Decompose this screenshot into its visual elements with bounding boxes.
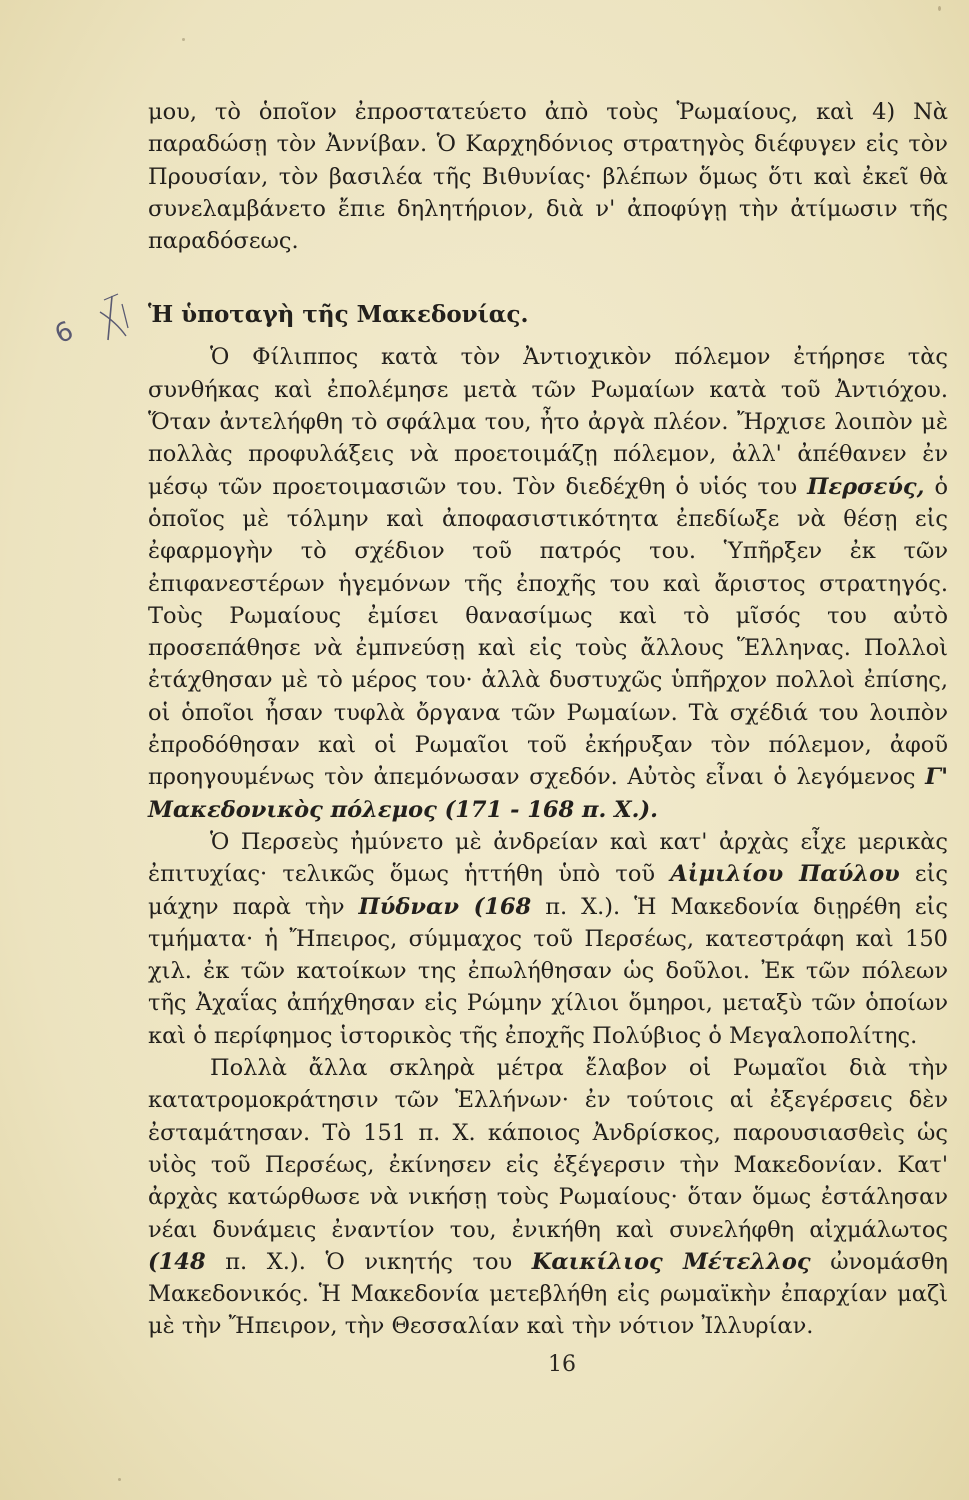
main-text bbox=[148, 96, 948, 1343]
pencil-margin-note bbox=[50, 282, 142, 366]
paragraph-1: μου, τὸ ὁποῖον ἐπροστατεύετο ἀπὸ τοὺς Ῥωμαίους, καὶ 4) Νὰ παραδώσῃ τὸν Ἀννίβαν. Ὁ Καρχηδόνιος στρατηγὸς διέφυγεν εἰς τὸν Προυσίαν, τὸν βασιλέα τῆς Βιθυνίας· βλέπων ὅμως ὅτι καὶ ἐκεῖ θὰ συνελαμβάνετο ἔπιε δηλητήριον, διὰ ν' ἀποφύγῃ τὴν ἀτίμωσιν τῆς παραδόσεως. bbox=[148, 99, 948, 255]
page-number: 16 bbox=[548, 1352, 576, 1377]
paragraph-3-text-c: π. Χ.). Ἡ Μακεδονία διῃρέθη εἰς τμήματα· ἡ Ἤπειρος, σύμμαχος τοῦ Περσέως, κατεστράφη καὶ 150 χιλ. ἐκ τῶν κατοίκων της ἐπωλήθησαν ὡς δοῦλοι. Ἐκ τῶν πόλεων τῆς Ἀχαΐας ἀπήχθησαν εἰς Ρώμην χίλιοι ὅμηροι, μεταξὺ τῶν ὁποίων καὶ ὁ περίφημος ἱστορικὸς τῆς ἐποχῆς Πολύβιος ὁ Μεγαλοπολίτης. bbox=[148, 893, 948, 1049]
third-macedonian-war: Γ' Μακεδονικὸς πόλεμος (171 - 168 π. Χ.). bbox=[148, 764, 948, 823]
paragraph-2-text-b: ὁ ὁποῖος μὲ τόλμην καὶ ἀποφασιστικότητα ἐπεδίωξε νὰ θέσῃ εἰς ἐφαρμογὴν τὸ σχέδιον τοῦ πατρός του. Ὑπῆρξεν ἐκ τῶν ἐπιφανεστέρων ἡγεμόνων τῆς ἐποχῆς του καὶ ἄριστος στρατηγός. Τοὺς Ρωμαίους ἐμίσει θανασίμως καὶ τὸ μῖσός του αὐτὸ προσεπάθησε νὰ ἐμπνεύσῃ καὶ εἰς τοὺς ἄλλους Ἕλληνας. Πολλοὶ ἐτάχθησαν μὲ τὸ μέρος του· ἀλλὰ δυστυχῶς ὑπῆρχον πολλοὶ ἐπίσης, οἱ ὁποῖοι ἦσαν τυφλὰ ὄργανα τῶν Ρωμαίων. Τὰ σχέδιά του λοιπὸν ἐπροδόθησαν καὶ οἱ Ρωμαῖοι τοῦ ἐκήρυξαν τὸν πόλεμον, ἀφοῦ προηγουμένως τὸν ἀπεμόνωσαν σχεδόν. Αὐτὸς εἶναι ὁ λεγόμενος bbox=[148, 473, 948, 791]
paragraph-4-text-c: ὠνομάσθη Μακεδονικός. Ἡ Μακεδονία μετεβλήθη εἰς ρωμαϊκὴν ἐπαρχίαν μαζὶ μὲ τὴν Ἤπειρον, τὴν Θεσσαλίαν καὶ τὴν νότιον Ἰλλυρίαν. bbox=[148, 1248, 948, 1340]
aemilius-paulus-name: Αἰμιλίου Παύλου bbox=[670, 861, 900, 888]
paragraph-2-text-a: Ὁ Φίλιππος κατὰ τὸν Ἀντιοχικὸν πόλεμον ἐτήρησε τὰς συνθήκας καὶ ἐπολέμησε μετὰ τῶν Ρωμαίων κατὰ τοῦ Ἀντιόχου. Ὅταν ἀντελήφθη τὸ σφάλμα του, ἦτο ἀργὰ πλέον. Ἤρχισε λοιπὸν μὲ πολλὰς προφυλάξεις νὰ προετοιμάζῃ πόλεμον, ἀλλ' ἀπέθανεν ἐν μέσῳ τῶν προετοιμασιῶν του. Τὸν διεδέχθη ὁ υἱός του bbox=[148, 344, 948, 500]
paragraph-4 bbox=[148, 1052, 948, 1343]
year-148: (148 bbox=[148, 1248, 206, 1275]
paragraph-3-text-b: εἰς μάχην παρὰ τὴν bbox=[148, 861, 948, 920]
pydna-name: Πύδναν (168 bbox=[358, 893, 532, 920]
metellus-name: Καικίλιος Μέτελλος bbox=[531, 1248, 811, 1275]
paragraph-3-text-a: Ὁ Περσεὺς ἠμύνετο μὲ ἀνδρείαν καὶ κατ' ἀρχὰς εἶχε μερικὰς ἐπιτυχίας· τελικῶς ὅμως ἡττήθη ὑπὸ τοῦ bbox=[148, 828, 948, 888]
section-heading: Ἡ ὑποταγὴ τῆς Μακεδονίας. bbox=[148, 301, 529, 329]
perseus-name: Περσεύς, bbox=[807, 473, 925, 500]
pencil-mark-icon bbox=[72, 282, 142, 362]
paragraph-4-text-b: π. Χ.). Ὁ νικητής του bbox=[205, 1248, 532, 1275]
paragraph-4-text-a: Πολλὰ ἄλλα σκληρὰ μέτρα ἔλαβον οἱ Ρωμαῖοι διὰ τὴν κατατρομοκράτησιν τῶν Ἑλλήνων· ἐν τούτοις αἱ ἐξεγέρσεις δὲν ἐσταμάτησαν. Τὸ 151 π. Χ. κάποιος Ἀνδρίσκος, παρουσιασθεὶς ὡς υἱὸς τοῦ Περσέως, ἐκίνησεν εἰς ἐξέγερσιν τὴν Μακεδονίαν. Κατ' ἀρχὰς κατώρθωσε νὰ νικήσῃ τοὺς Ρωμαίους· ὅταν ὅμως ἐστάλησαν νέαι δυνάμεις ἐναντίον του, ἐνικήθη καὶ συνελήφθη αἰχμάλωτος bbox=[148, 1055, 948, 1243]
paragraph-2 bbox=[148, 341, 948, 825]
margin-note-digit: 6 bbox=[50, 315, 79, 351]
paragraph-3 bbox=[148, 826, 948, 1052]
